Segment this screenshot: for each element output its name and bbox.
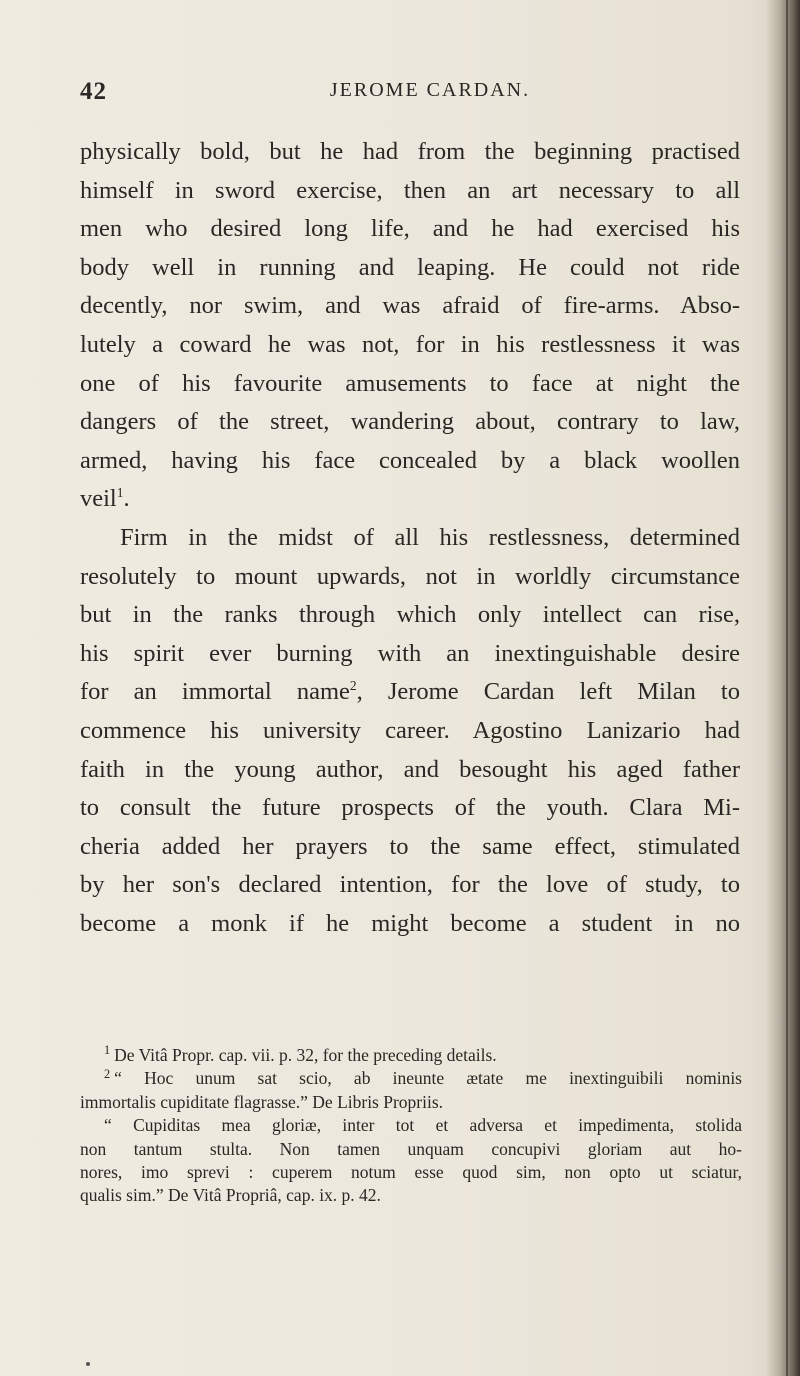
- text-line: commence his university career. Agostino Lanizario had: [80, 716, 740, 744]
- page-edge-line: [786, 0, 788, 1376]
- footnote-text: De Vitâ Propr. cap. vii. p. 32, for the preceding details.: [114, 1045, 497, 1065]
- footnote-ref-1: 1: [116, 485, 124, 501]
- text-line: decently, nor swim, and was afraid of fire-arms. Abso-: [80, 292, 740, 320]
- footnote-line: non tantum stulta. Non tamen unquam concupivi gloriam aut ho-: [80, 1138, 742, 1159]
- footnote-number: 1: [104, 1043, 111, 1058]
- paragraph-1: [80, 133, 740, 519]
- text-fragment: for an immortal name: [80, 678, 350, 706]
- text-line: cheria added her prayers to the same effect, stimulated: [80, 832, 740, 860]
- printer-mark: [86, 1362, 90, 1366]
- footnote-line: [80, 1067, 742, 1090]
- footnotes: [80, 1044, 742, 1208]
- text-line: men who desired long life, and he had exercised his: [80, 215, 740, 243]
- footnote-line: “ Cupiditas mea gloriæ, inter tot et adversa et impedimenta, stolida: [104, 1115, 742, 1136]
- footnote-1: [80, 1044, 742, 1067]
- text-line: become a monk if he might become a student in no: [80, 909, 740, 937]
- footnote-number: 2: [104, 1066, 111, 1081]
- footnote-text: “ Hoc unum sat scio, ab ineunte ætate me inextinguibili nominis: [114, 1068, 742, 1089]
- footnote-line: nores, imo sprevi : cuperem notum esse quod sim, non opto ut sciatur,: [80, 1162, 742, 1183]
- footnote-line: immortalis cupiditate flagrasse.” De Libris Propriis.: [80, 1091, 444, 1112]
- text-fragment: veil: [80, 485, 117, 513]
- text-line: by her son's declared intention, for the love of study, to: [80, 871, 740, 899]
- text-line: Firm in the midst of all his restlessness, determined: [120, 523, 740, 551]
- footnote-2: [80, 1067, 742, 1207]
- footnote-ref-2: 2: [349, 678, 357, 694]
- text-line: [80, 673, 740, 712]
- footnote-line: qualis sim.” De Vitâ Propriâ, cap. ix. p. 42.: [80, 1185, 381, 1206]
- text-line: his spirit ever burning with an inextinguishable desire: [80, 639, 740, 667]
- text-line: lutely a coward he was not, for in his restlessness it was: [80, 330, 740, 358]
- text-fragment: .: [123, 485, 130, 513]
- text-line: dangers of the street, wandering about, contrary to law,: [80, 408, 740, 436]
- text-fragment: , Jerome Cardan left Milan to: [356, 678, 740, 706]
- text-line: physically bold, but he had from the beginning practised: [80, 138, 740, 165]
- page-gutter-shadow: [766, 0, 800, 1376]
- text-line: one of his favourite amusements to face at night the: [80, 369, 740, 397]
- text-line: [80, 480, 740, 519]
- text-line: armed, having his face concealed by a black woollen: [80, 446, 740, 474]
- text-line: but in the ranks through which only intellect can rise,: [80, 601, 740, 629]
- text-line: himself in sword exercise, then an art necessary to all: [80, 176, 740, 204]
- page-header: [80, 78, 760, 108]
- body-text: [80, 133, 740, 943]
- text-line: body well in running and leaping. He could not ride: [80, 253, 740, 281]
- page-number: 42: [80, 78, 107, 105]
- text-line: resolutely to mount upwards, not in worldly circumstance: [80, 562, 740, 590]
- running-head: JEROME CARDAN.: [329, 79, 531, 101]
- paragraph-2: [80, 519, 740, 944]
- text-line: faith in the young author, and besought his aged father: [80, 755, 740, 783]
- text-line: to consult the future prospects of the youth. Clara Mi-: [80, 794, 740, 822]
